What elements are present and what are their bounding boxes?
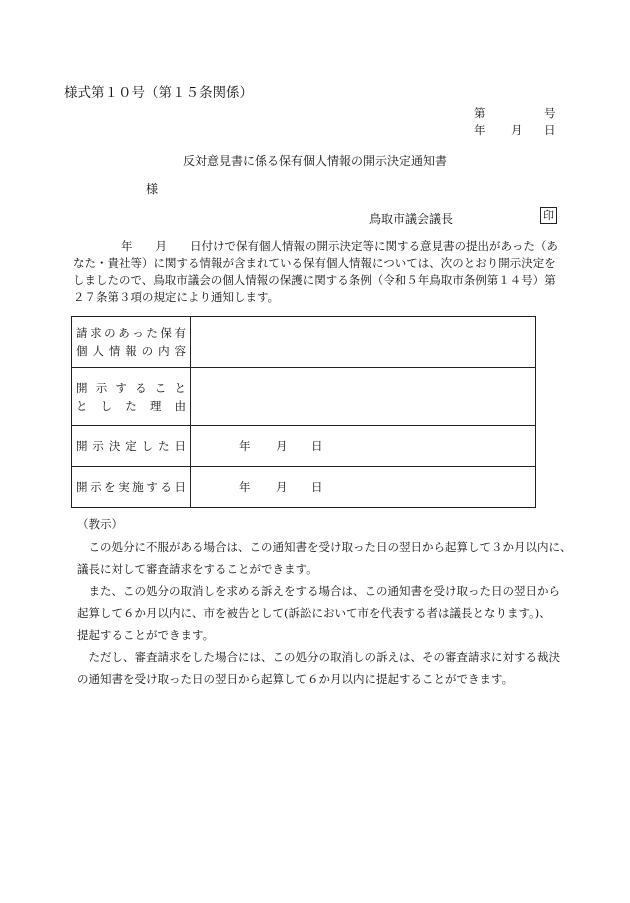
table-label-cell [72, 368, 191, 426]
sender-name: 鳥取市議会議長 [369, 212, 454, 226]
table-label-line: 開示を実施する日 [76, 480, 186, 494]
date-year: 年 [239, 480, 251, 494]
body-line: 年 月 日付けで保有個人情報の開示決定等に関する意見書の提出があった（あ [121, 239, 558, 253]
body-paragraph [73, 238, 573, 306]
table-label-cell [72, 426, 191, 467]
date-day: 日 [311, 439, 323, 453]
table-row [72, 317, 536, 368]
table-value-cell[interactable] [191, 368, 536, 426]
date-month: 月 [276, 480, 288, 494]
number-prefix: 第 [474, 106, 486, 120]
notice-line: ただし、審査請求をした場合には、この処分の取消しの訴えは、その審査請求に対する裁決 [77, 650, 560, 664]
notice-line: この処分に不服がある場合は、この通知書を受け取った日の翌日から起算して３か月以内に、 [77, 540, 572, 554]
header-month: 月 [511, 123, 523, 137]
notice-line: また、この処分の取消しを求める訴えをする場合は、この通知書を受け取った日の翌日から [77, 584, 560, 598]
table-row [72, 426, 536, 467]
header-day: 日 [544, 123, 556, 137]
number-suffix: 号 [544, 106, 556, 120]
table-label-cell [72, 467, 191, 508]
date-day: 日 [311, 480, 323, 494]
date-year: 年 [239, 439, 251, 453]
notice-line: の通知書を受け取った日の翌日から起算して６か月以内に提起することができます。 [77, 672, 514, 686]
body-line: ２７条第３項の規定により通知します。 [73, 290, 280, 304]
table-label-cell [72, 317, 191, 368]
notice-heading: （教示） [77, 517, 123, 531]
table-date-cell[interactable] [191, 467, 536, 508]
form-number: 様式第１０号（第１５条関係） [64, 85, 253, 101]
notice-line: 起算して６か月以内に、市を被告として(訴訟において市を代表する者は議長となります。)、 [77, 606, 551, 620]
body-line: なた・貴社等）に関する情報が含まれている保有個人情報については、次のとおり開示決定を [73, 256, 556, 270]
notice-line: 提起することができます。 [77, 628, 215, 642]
seal-stamp: 印 [540, 207, 557, 224]
table-value-cell[interactable] [191, 317, 536, 368]
table-label-line: 請求のあった保有 [76, 326, 186, 340]
table-date-cell[interactable] [191, 426, 536, 467]
table-label-line: 個人情報の内容 [76, 344, 186, 358]
notice-line: 議長に対して審査請求をすることができます。 [77, 562, 318, 576]
notice-paragraph [77, 536, 577, 690]
table-row [72, 368, 536, 426]
document-title: 反対意見書に係る保有個人情報の開示決定通知書 [182, 154, 447, 168]
info-table [71, 316, 536, 508]
header-year: 年 [474, 123, 486, 137]
recipient-suffix: 様 [146, 182, 159, 196]
table-label-line: 開示すること [76, 380, 186, 395]
table-label-line: とした理由 [76, 398, 186, 413]
table-label-line: 開示決定した日 [76, 439, 186, 453]
body-line: しましたので、鳥取市議会の個人情報の保護に関する条例（令和５年鳥取市条例第１４号）第 [73, 273, 556, 287]
date-month: 月 [276, 439, 288, 453]
table-row [72, 467, 536, 508]
